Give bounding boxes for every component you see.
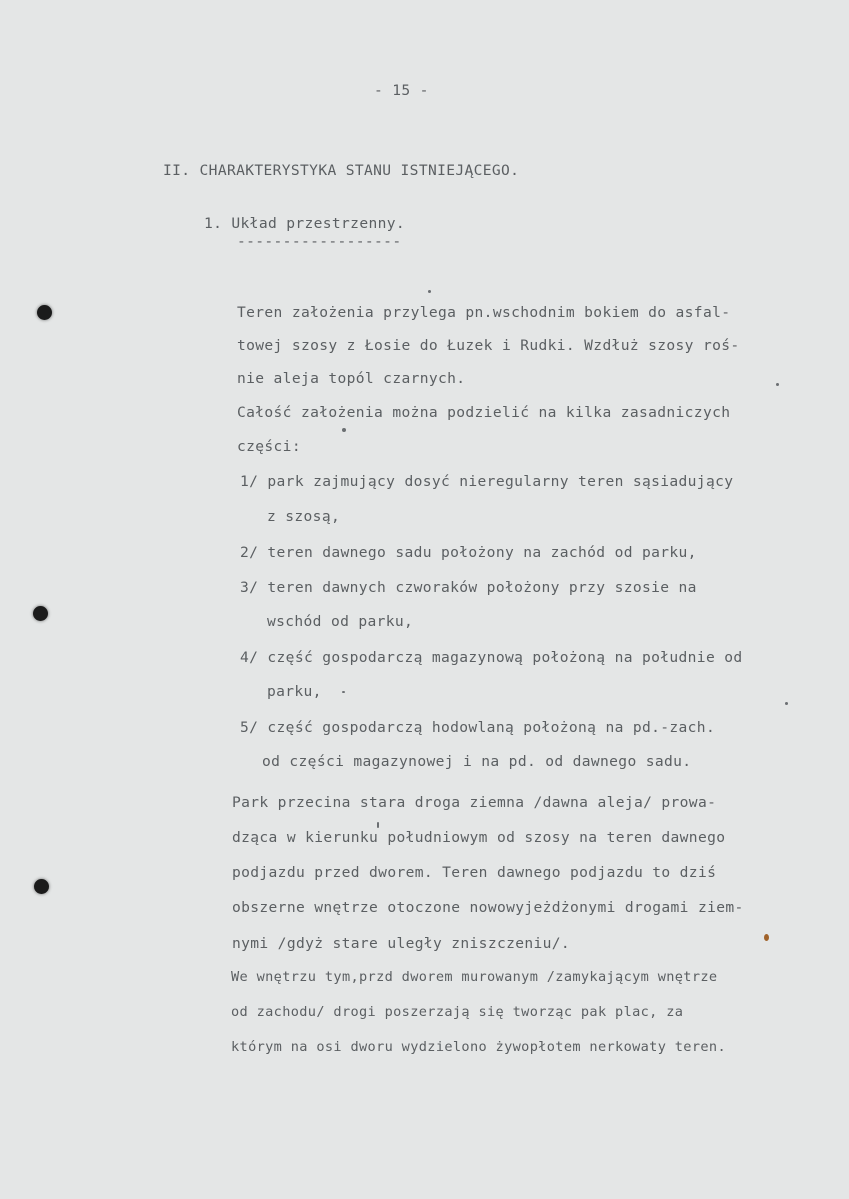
text-line: od zachodu/ drogi poszerzają się tworząc pak plac, za	[231, 1004, 684, 1020]
list-item: 2/ teren dawnego sadu położony na zachód od parku,	[240, 544, 697, 561]
ink-speck	[342, 428, 346, 432]
list-item-continuation: parku,	[267, 683, 322, 700]
list-item-continuation: wschód od parku,	[267, 613, 414, 630]
section-heading: II. CHARAKTERYSTYKA STANU ISTNIEJĄCEGO.	[163, 162, 520, 179]
text-line: którym na osi dworu wydzielono żywopłotem nerkowaty teren.	[231, 1039, 726, 1055]
punch-hole	[33, 606, 48, 621]
list-item-continuation: z szosą,	[267, 508, 341, 525]
ink-speck	[764, 934, 769, 941]
text-line: Całość założenia można podzielić na kilka zasadniczych	[237, 404, 731, 421]
ink-speck	[428, 290, 431, 293]
subsection-underline: ------------------	[237, 233, 402, 250]
text-line: Park przecina stara droga ziemna /dawna aleja/ prowa-	[232, 794, 717, 811]
text-line: We wnętrzu tym,przd dworem murowanym /zamykającym wnętrze	[231, 969, 718, 985]
text-line: nie aleja topól czarnych.	[237, 370, 466, 387]
punch-hole	[37, 305, 52, 320]
text-line: towej szosy z Łosie do Łuzek i Rudki. Wzdłuż szosy roś-	[237, 337, 740, 354]
text-line: nymi /gdyż stare uległy zniszczeniu/.	[232, 935, 571, 952]
list-item: 3/ teren dawnych czworaków położony przy szosie na	[240, 579, 697, 596]
text-line: podjazdu przed dworem. Teren dawnego podjazdu to dziś	[232, 864, 717, 881]
ink-speck	[377, 822, 379, 828]
text-line: Teren założenia przylega pn.wschodnim bokiem do asfal-	[237, 304, 731, 321]
text-line: części:	[237, 438, 301, 455]
subsection-heading: 1. Układ przestrzenny.	[204, 215, 405, 232]
list-item: 4/ część gospodarczą magazynową położoną na południe od	[240, 649, 743, 666]
list-item: 5/ część gospodarczą hodowlaną położoną na pd.-zach.	[240, 719, 716, 736]
ink-speck	[342, 691, 345, 693]
page-number: - 15 -	[374, 82, 429, 99]
ink-speck	[776, 383, 779, 386]
ink-speck	[785, 702, 788, 705]
list-item: 1/ park zajmujący dosyć nieregularny teren sąsiadujący	[240, 473, 734, 490]
text-line: obszerne wnętrze otoczone nowowyjeżdżonymi drogami ziem-	[232, 899, 744, 916]
text-line: dząca w kierunku południowym od szosy na teren dawnego	[232, 829, 726, 846]
list-item-continuation: od części magazynowej i na pd. od dawnego sadu.	[262, 753, 692, 770]
punch-hole	[34, 879, 49, 894]
